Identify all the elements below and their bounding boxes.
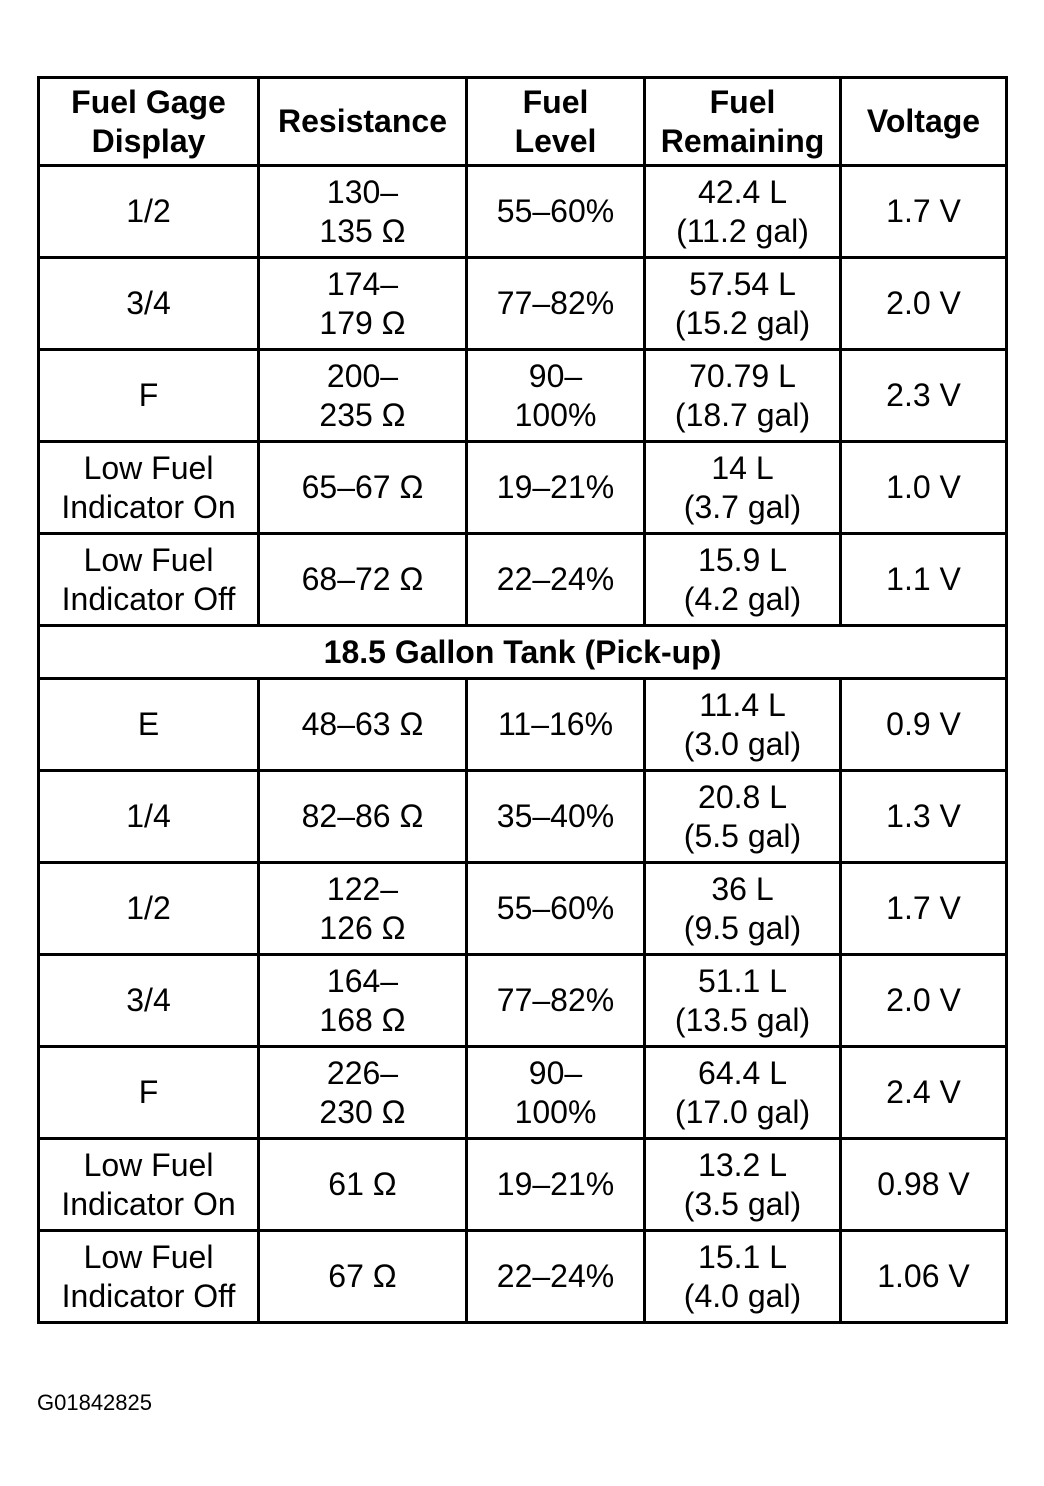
header-fuel-level: Fuel Level bbox=[467, 78, 645, 166]
figure-code: G01842825 bbox=[37, 1390, 152, 1415]
cell-voltage: 2.0 V bbox=[841, 955, 1007, 1047]
cell-fuel-level: 90– 100% bbox=[467, 1047, 645, 1139]
cell-resistance: 67 Ω bbox=[259, 1231, 467, 1323]
header-row bbox=[39, 78, 1007, 166]
cell-fuel-level: 19–21% bbox=[467, 442, 645, 534]
cell-fuel-level: 77–82% bbox=[467, 955, 645, 1047]
cell-voltage: 1.06 V bbox=[841, 1231, 1007, 1323]
cell-fuel-remaining: 70.79 L (18.7 gal) bbox=[645, 350, 841, 442]
header-resistance: Resistance bbox=[259, 78, 467, 166]
cell-voltage: 1.0 V bbox=[841, 442, 1007, 534]
table-row bbox=[39, 1139, 1007, 1231]
cell-resistance: 68–72 Ω bbox=[259, 534, 467, 626]
table-row bbox=[39, 679, 1007, 771]
table-row bbox=[39, 442, 1007, 534]
cell-fuel-remaining: 57.54 L (15.2 gal) bbox=[645, 258, 841, 350]
section-row bbox=[39, 626, 1007, 679]
header-fuel-remaining: Fuel Remaining bbox=[645, 78, 841, 166]
table-row bbox=[39, 258, 1007, 350]
cell-fuel-remaining: 42.4 L (11.2 gal) bbox=[645, 166, 841, 258]
cell-fuel-level: 11–16% bbox=[467, 679, 645, 771]
cell-fuel-remaining: 15.1 L (4.0 gal) bbox=[645, 1231, 841, 1323]
cell-fuel-level: 90– 100% bbox=[467, 350, 645, 442]
cell-resistance: 65–67 Ω bbox=[259, 442, 467, 534]
cell-display: E bbox=[39, 679, 259, 771]
cell-voltage: 0.98 V bbox=[841, 1139, 1007, 1231]
cell-voltage: 1.3 V bbox=[841, 771, 1007, 863]
cell-fuel-remaining: 64.4 L (17.0 gal) bbox=[645, 1047, 841, 1139]
cell-resistance: 174– 179 Ω bbox=[259, 258, 467, 350]
cell-display: 1/2 bbox=[39, 166, 259, 258]
cell-fuel-level: 19–21% bbox=[467, 1139, 645, 1231]
table-row bbox=[39, 166, 1007, 258]
cell-fuel-level: 55–60% bbox=[467, 863, 645, 955]
cell-display: 1/4 bbox=[39, 771, 259, 863]
cell-resistance: 122– 126 Ω bbox=[259, 863, 467, 955]
cell-display: Low Fuel Indicator Off bbox=[39, 1231, 259, 1323]
header-voltage: Voltage bbox=[841, 78, 1007, 166]
cell-voltage: 1.7 V bbox=[841, 166, 1007, 258]
table-row bbox=[39, 1047, 1007, 1139]
cell-fuel-level: 55–60% bbox=[467, 166, 645, 258]
cell-fuel-remaining: 13.2 L (3.5 gal) bbox=[645, 1139, 841, 1231]
cell-voltage: 1.1 V bbox=[841, 534, 1007, 626]
cell-voltage: 2.0 V bbox=[841, 258, 1007, 350]
fuel-gage-table bbox=[37, 76, 1008, 1324]
cell-fuel-remaining: 36 L (9.5 gal) bbox=[645, 863, 841, 955]
section-title: 18.5 Gallon Tank (Pick-up) bbox=[39, 626, 1007, 679]
cell-resistance: 82–86 Ω bbox=[259, 771, 467, 863]
cell-display: Low Fuel Indicator On bbox=[39, 1139, 259, 1231]
cell-fuel-level: 22–24% bbox=[467, 1231, 645, 1323]
cell-display: 3/4 bbox=[39, 258, 259, 350]
cell-fuel-remaining: 11.4 L (3.0 gal) bbox=[645, 679, 841, 771]
cell-fuel-level: 35–40% bbox=[467, 771, 645, 863]
cell-resistance: 48–63 Ω bbox=[259, 679, 467, 771]
table-row bbox=[39, 863, 1007, 955]
cell-resistance: 130– 135 Ω bbox=[259, 166, 467, 258]
cell-fuel-remaining: 51.1 L (13.5 gal) bbox=[645, 955, 841, 1047]
table-row bbox=[39, 350, 1007, 442]
cell-voltage: 2.3 V bbox=[841, 350, 1007, 442]
header-fuel-gage-display: Fuel Gage Display bbox=[39, 78, 259, 166]
table-row bbox=[39, 534, 1007, 626]
table-row bbox=[39, 955, 1007, 1047]
table-row bbox=[39, 771, 1007, 863]
cell-voltage: 1.7 V bbox=[841, 863, 1007, 955]
cell-fuel-level: 77–82% bbox=[467, 258, 645, 350]
table-row bbox=[39, 1231, 1007, 1323]
cell-display: 1/2 bbox=[39, 863, 259, 955]
cell-resistance: 200– 235 Ω bbox=[259, 350, 467, 442]
cell-voltage: 0.9 V bbox=[841, 679, 1007, 771]
cell-display: 3/4 bbox=[39, 955, 259, 1047]
cell-display: Low Fuel Indicator Off bbox=[39, 534, 259, 626]
cell-fuel-level: 22–24% bbox=[467, 534, 645, 626]
cell-fuel-remaining: 20.8 L (5.5 gal) bbox=[645, 771, 841, 863]
cell-display: Low Fuel Indicator On bbox=[39, 442, 259, 534]
cell-resistance: 164– 168 Ω bbox=[259, 955, 467, 1047]
cell-resistance: 226– 230 Ω bbox=[259, 1047, 467, 1139]
cell-display: F bbox=[39, 350, 259, 442]
cell-fuel-remaining: 14 L (3.7 gal) bbox=[645, 442, 841, 534]
cell-resistance: 61 Ω bbox=[259, 1139, 467, 1231]
cell-voltage: 2.4 V bbox=[841, 1047, 1007, 1139]
cell-fuel-remaining: 15.9 L (4.2 gal) bbox=[645, 534, 841, 626]
cell-display: F bbox=[39, 1047, 259, 1139]
